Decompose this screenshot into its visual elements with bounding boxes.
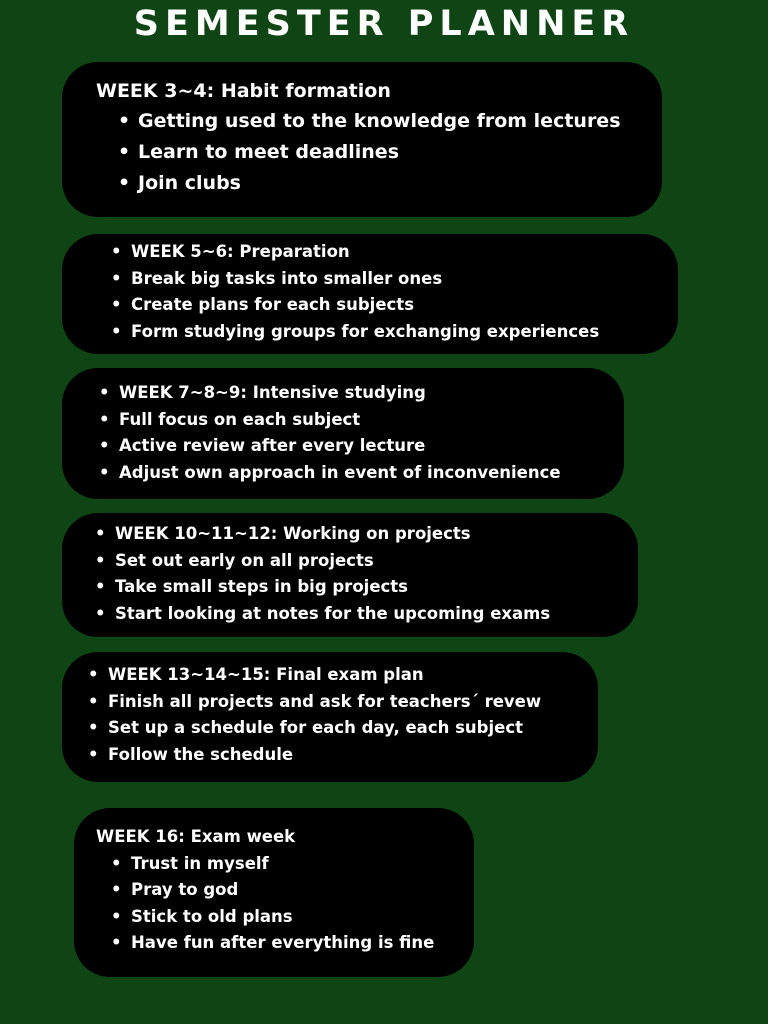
list-item: • Active review after every lecture (119, 433, 624, 460)
list-item: • Full focus on each subject (119, 407, 624, 434)
bullet-list (96, 851, 474, 957)
bullet-list (115, 521, 638, 627)
list-item: • WEEK 10~11~12: Working on projects (115, 521, 638, 548)
list-item: • WEEK 7~8~9: Intensive studying (119, 380, 624, 407)
list-item: • Start looking at notes for the upcoming exams (115, 601, 638, 628)
list-item: • Pray to god (131, 877, 474, 904)
week-5-6-card (62, 234, 678, 354)
list-item: • Form studying groups for exchanging experiences (131, 319, 678, 346)
week-10-11-12-card (62, 513, 638, 637)
list-item: • Getting used to the knowledge from lectures (138, 106, 662, 137)
list-item: • Have fun after everything is fine (131, 930, 474, 957)
list-item: • Join clubs (138, 168, 662, 199)
list-item: • Stick to old plans (131, 904, 474, 931)
list-item: • Set out early on all projects (115, 548, 638, 575)
week-13-14-15-card (62, 652, 598, 782)
bullet-list (108, 662, 598, 768)
bullet-list (96, 106, 662, 199)
bullet-list (131, 239, 678, 345)
list-item: • Take small steps in big projects (115, 574, 638, 601)
page-title: SEMESTER PLANNER (133, 4, 635, 44)
list-item: • WEEK 5~6: Preparation (131, 239, 678, 266)
list-item: • Follow the schedule (108, 742, 598, 769)
list-item: • Learn to meet deadlines (138, 137, 662, 168)
card-heading: WEEK 16: Exam week (96, 827, 296, 846)
list-item: • Create plans for each subjects (131, 292, 678, 319)
week-16-card (74, 808, 474, 977)
card-heading: WEEK 3~4: Habit formation (96, 80, 391, 102)
list-item: • Adjust own approach in event of inconvenience (119, 460, 624, 487)
week-3-4-card (62, 62, 662, 217)
list-item: • Trust in myself (131, 851, 474, 878)
list-item: • Finish all projects and ask for teachers´ revew (108, 689, 598, 716)
list-item: • Set up a schedule for each day, each subject (108, 715, 598, 742)
bullet-list (119, 380, 624, 486)
week-7-8-9-card (62, 368, 624, 499)
list-item: • Break big tasks into smaller ones (131, 266, 678, 293)
list-item: • WEEK 13~14~15: Final exam plan (108, 662, 598, 689)
